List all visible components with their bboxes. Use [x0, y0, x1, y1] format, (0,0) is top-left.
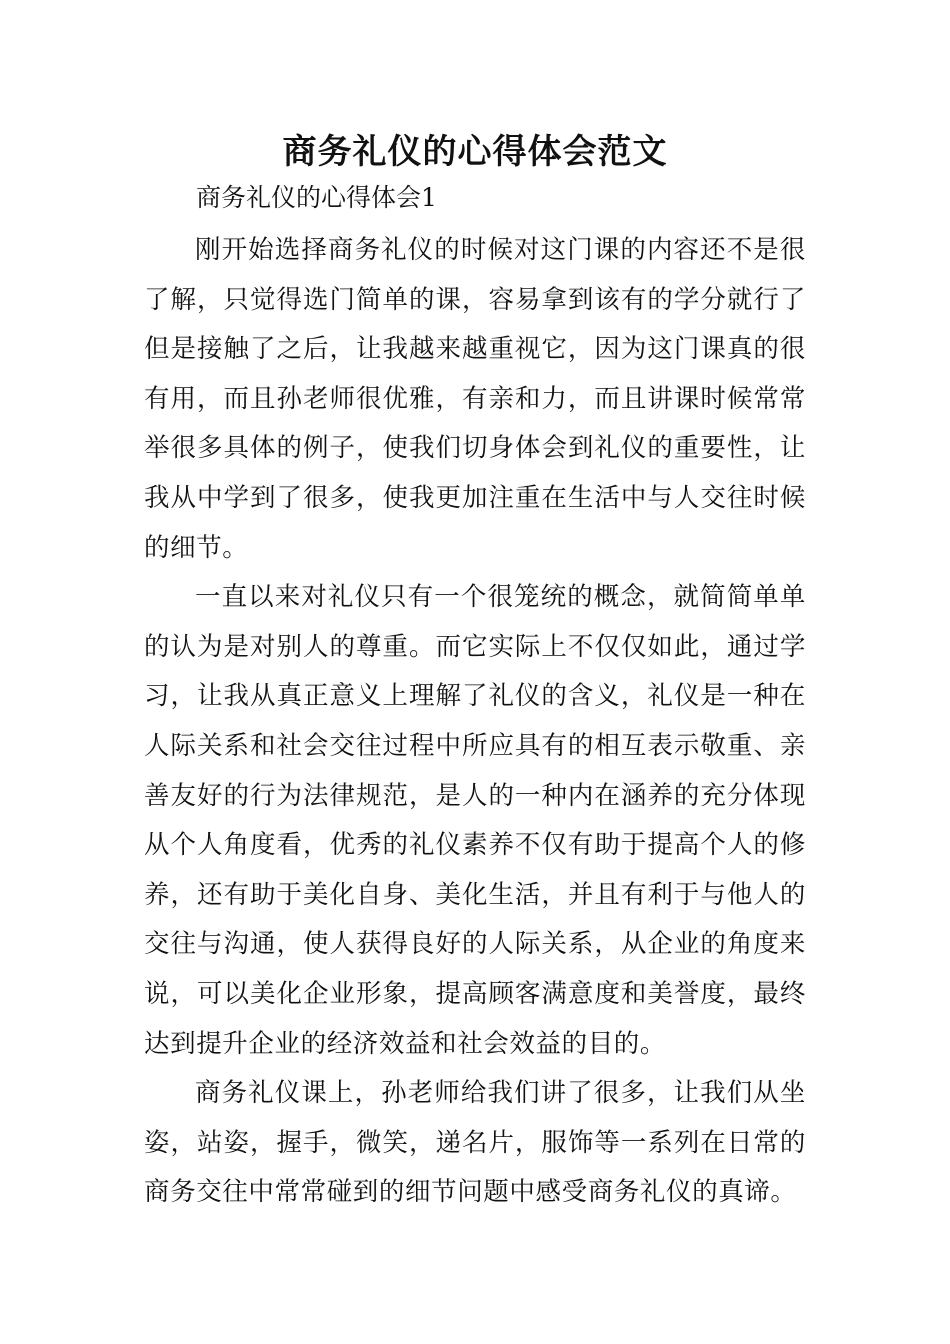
document-body [144, 226, 806, 1218]
paragraph-1: 刚开始选择商务礼仪的时候对这门课的内容还不是很了解，只觉得选门简单的课，容易拿到该有的学分就行了但是接触了之后，让我越来越重视它，因为这门课真的很有用，而且孙老师很优雅，有亲和力，而且讲课时候常常举很多具体的例子，使我们切身体会到礼仪的重要性，让我从中学到了很多，使我更加注重在生活中与人交往时候的细节。 [144, 235, 806, 563]
paragraph-2: 一直以来对礼仪只有一个很笼统的概念，就简简单单的认为是对别人的尊重。而它实际上不仅仅如此，通过学习，让我从真正意义上理解了礼仪的含义，礼仪是一种在人际关系和社会交往过程中所应具有的相互表示敬重、亲善友好的行为法律规范，是人的一种内在涵养的充分体现从个人角度看，优秀的礼仪素养不仅有助于提高个人的修养，还有助于美化自身、美化生活，并且有利于与他人的交往与沟通，使人获得良好的人际关系，从企业的角度来说，可以美化企业形象，提高顾客满意度和美誉度，最终达到提升企业的经济效益和社会效益的目的。 [144, 582, 806, 1059]
paragraph-3: 商务礼仪课上，孙老师给我们讲了很多，让我们从坐姿，站姿，握手，微笑，递名片，服饰等一系列在日常的商务交往中常常碰到的细节问题中感受商务礼仪的真谛。 [144, 1078, 806, 1208]
section-heading: 商务礼仪的心得体会1 [196, 183, 437, 212]
document-title: 商务礼仪的心得体会范文 [282, 132, 668, 172]
